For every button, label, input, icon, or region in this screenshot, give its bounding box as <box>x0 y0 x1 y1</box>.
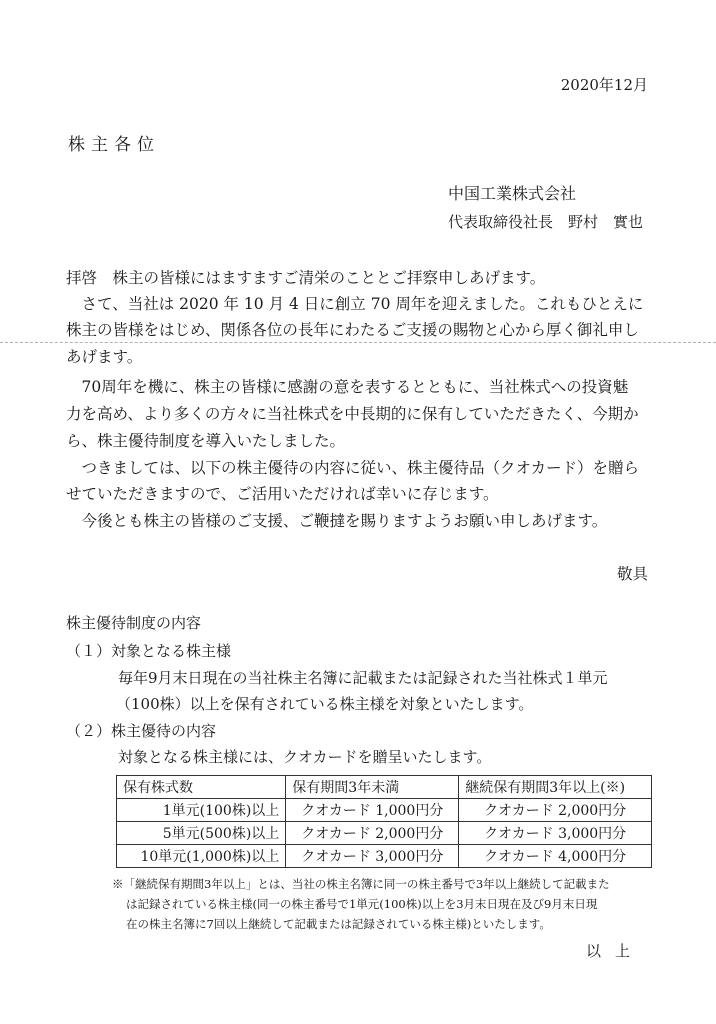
table-cell: 5単元(500株)以上 <box>117 822 286 845</box>
fold-line <box>0 342 716 343</box>
document-date: 2020年12月 <box>560 76 648 94</box>
body-line: せていただきますので、ご活用いただければ幸いに存じます。 <box>66 485 499 503</box>
salutation: 株主各位 <box>68 135 160 155</box>
table-cell: クオカード 3,000円分 <box>286 845 459 868</box>
table-row <box>117 822 652 845</box>
body-line: 70周年を機に、株主の皆様に感謝の意を表するとともに、当社株式への投資魅 <box>66 378 629 396</box>
item1-heading: （１）対象となる株主様 <box>66 642 232 660</box>
body-line: つきましては、以下の株主優待の内容に従い、株主優待品（クオカード）を贈ら <box>66 459 640 477</box>
body-line: 株主の皆様をはじめ、関係各位の長年にわたるご支援の賜物と心から厚く御礼申し <box>66 321 639 339</box>
table-row <box>117 799 652 822</box>
body-line: さて、当社は 2020 年 10 月 4 日に創立 70 周年を迎えました。これもひとえに <box>66 295 644 313</box>
table-cell: クオカード 4,000円分 <box>459 845 652 868</box>
body-line: 今後とも株主の皆様のご支援、ご鞭撻を賜りますようお願い申しあげます。 <box>66 512 608 530</box>
footnote-line: は記録されている株主様(同一の株主番号で1単元(100株)以上を3月末日現在及び9月末日現 <box>126 897 598 911</box>
table-cell: クオカード 1,000円分 <box>286 799 459 822</box>
body-line: あげます。 <box>66 348 143 366</box>
table-header-cell: 継続保有期間3年以上(※) <box>459 776 652 799</box>
company-name: 中国工業株式会社 <box>448 184 577 203</box>
body-line: 力を高め、より多くの方々に当社株式を中長期的に保有していただきたく、今期か <box>66 405 639 423</box>
table-header-cell: 保有株式数 <box>117 776 286 799</box>
item2-line: 対象となる株主様には、クオカードを贈呈いたします。 <box>118 748 492 766</box>
table-cell: クオカード 3,000円分 <box>459 822 652 845</box>
item1-line: 毎年9月末日現在の当社株主名簿に記載または記録された当社株式１単元 <box>118 669 608 687</box>
footnote-line: 在の株主名簿に7回以上継続して記載または記録されている株主様)といたします。 <box>126 917 551 931</box>
table-cell: クオカード 2,000円分 <box>286 822 459 845</box>
body-line: 拝啓 株主の皆様にはますますご清栄のこととご拝察申しあげます。 <box>66 269 546 287</box>
table-cell: 1単元(100株)以上 <box>117 799 286 822</box>
item1-line: （100株）以上を保有されている株主様を対象といたします。 <box>116 695 534 713</box>
footnote-line: ※「継続保有期間3年以上」とは、当社の株主名簿に同一の株主番号で3年以上継続して記載また <box>112 877 610 891</box>
closing-mark: 敬具 <box>616 565 648 583</box>
item2-heading: （２）株主優待の内容 <box>66 722 217 740</box>
table-header-row <box>117 776 652 799</box>
table-header-cell: 保有期間3年未満 <box>286 776 459 799</box>
body-line: ら、株主優待制度を導入いたしました。 <box>66 432 346 450</box>
table-row <box>117 845 652 868</box>
table-cell: 10単元(1,000株)以上 <box>117 845 286 868</box>
signer-name: 代表取締役社長 野村 實也 <box>448 213 644 231</box>
section-title: 株主優待制度の内容 <box>66 614 202 632</box>
end-mark: 以上 <box>585 942 644 960</box>
table-cell: クオカード 2,000円分 <box>459 799 652 822</box>
benefits-table <box>116 775 652 868</box>
